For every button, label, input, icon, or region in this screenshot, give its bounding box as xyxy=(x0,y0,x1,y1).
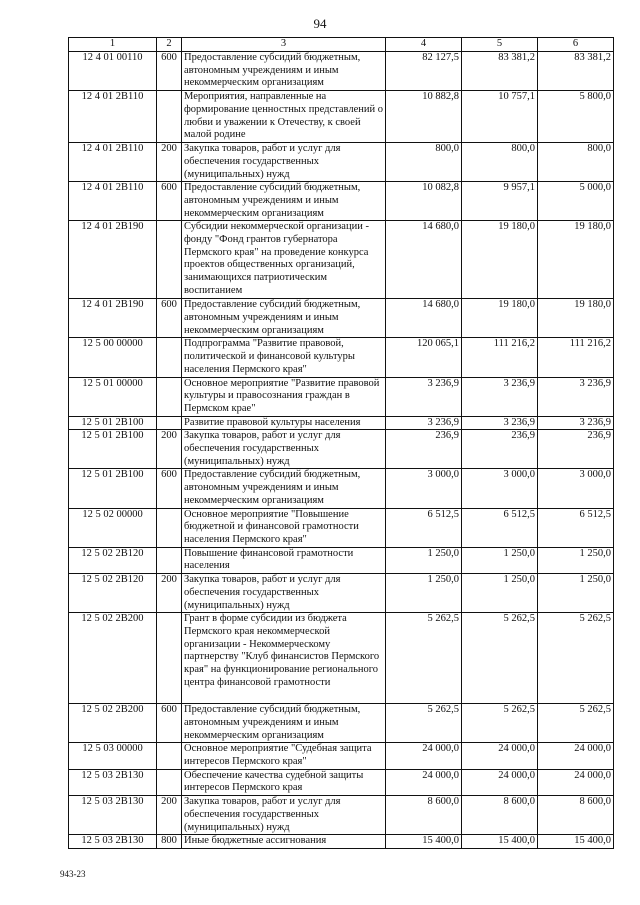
table-row xyxy=(69,221,614,299)
cell-name: Обеспечение качества судебной защиты интересов Пермского края xyxy=(182,769,386,795)
cell-expense-type: 200 xyxy=(157,143,182,182)
cell-value-col4: 236,9 xyxy=(386,430,462,469)
table-row xyxy=(69,508,614,547)
cell-value-col6: 236,9 xyxy=(538,430,614,469)
cell-code: 12 5 01 2В100 xyxy=(69,430,157,469)
table-row xyxy=(69,769,614,795)
cell-value-col4: 1 250,0 xyxy=(386,547,462,573)
cell-name: Иные бюджетные ассигнования xyxy=(182,835,386,849)
cell-code: 12 4 01 2В190 xyxy=(69,299,157,338)
cell-value-col4: 82 127,5 xyxy=(386,52,462,91)
table-row xyxy=(69,574,614,613)
cell-name: Подпрограмма "Развитие правовой, политической и финансовой культуры населения Пермского края" xyxy=(182,338,386,377)
cell-value-col6: 5 262,5 xyxy=(538,704,614,743)
cell-value-col4: 24 000,0 xyxy=(386,743,462,769)
table-row xyxy=(69,796,614,835)
cell-code: 12 5 02 00000 xyxy=(69,508,157,547)
cell-code: 12 4 01 2В110 xyxy=(69,182,157,221)
cell-expense-type: 600 xyxy=(157,52,182,91)
cell-code: 12 5 02 2В120 xyxy=(69,574,157,613)
table-body xyxy=(69,52,614,849)
cell-code: 12 5 01 2В100 xyxy=(69,416,157,430)
cell-value-col6: 1 250,0 xyxy=(538,574,614,613)
cell-value-col4: 800,0 xyxy=(386,143,462,182)
cell-value-col6: 111 216,2 xyxy=(538,338,614,377)
cell-value-col6: 24 000,0 xyxy=(538,769,614,795)
cell-value-col6: 5 800,0 xyxy=(538,91,614,143)
cell-name: Мероприятия, направленные на формирование ценностных представлений о любви и уважении к Отечеству, к своей малой родине xyxy=(182,91,386,143)
table-row xyxy=(69,416,614,430)
cell-code: 12 4 01 2В190 xyxy=(69,221,157,299)
cell-value-col5: 1 250,0 xyxy=(462,574,538,613)
cell-value-col5: 24 000,0 xyxy=(462,743,538,769)
cell-code: 12 5 02 2В120 xyxy=(69,547,157,573)
cell-value-col6: 83 381,2 xyxy=(538,52,614,91)
cell-value-col4: 3 236,9 xyxy=(386,416,462,430)
cell-expense-type: 200 xyxy=(157,430,182,469)
cell-code: 12 5 03 2В130 xyxy=(69,835,157,849)
cell-value-col6: 3 236,9 xyxy=(538,377,614,416)
cell-value-col6: 3 000,0 xyxy=(538,469,614,508)
cell-value-col6: 15 400,0 xyxy=(538,835,614,849)
document-footer-code: 943-23 xyxy=(60,869,86,879)
table-row xyxy=(69,835,614,849)
table-row xyxy=(69,547,614,573)
cell-value-col6: 1 250,0 xyxy=(538,547,614,573)
table-row xyxy=(69,91,614,143)
header-col-5: 5 xyxy=(462,38,538,52)
cell-name: Закупка товаров, работ и услуг для обеспечения государственных (муниципальных) нужд xyxy=(182,796,386,835)
cell-expense-type: 200 xyxy=(157,574,182,613)
cell-expense-type xyxy=(157,221,182,299)
cell-expense-type xyxy=(157,416,182,430)
budget-table xyxy=(68,37,614,849)
cell-value-col5: 5 262,5 xyxy=(462,704,538,743)
cell-expense-type xyxy=(157,547,182,573)
page-number: 94 xyxy=(313,16,327,31)
header-col-1: 1 xyxy=(69,38,157,52)
cell-code: 12 5 03 2В130 xyxy=(69,769,157,795)
cell-code: 12 4 01 00110 xyxy=(69,52,157,91)
cell-name: Развитие правовой культуры населения xyxy=(182,416,386,430)
cell-expense-type xyxy=(157,508,182,547)
table-row xyxy=(69,704,614,743)
cell-expense-type xyxy=(157,377,182,416)
cell-value-col5: 15 400,0 xyxy=(462,835,538,849)
cell-value-col4: 14 680,0 xyxy=(386,221,462,299)
table-header-row xyxy=(69,38,614,52)
cell-value-col5: 3 000,0 xyxy=(462,469,538,508)
table-row xyxy=(69,469,614,508)
table-row xyxy=(69,182,614,221)
cell-value-col4: 5 262,5 xyxy=(386,704,462,743)
cell-value-col6: 19 180,0 xyxy=(538,221,614,299)
cell-code: 12 5 01 2В100 xyxy=(69,469,157,508)
cell-value-col5: 10 757,1 xyxy=(462,91,538,143)
cell-name: Предоставление субсидий бюджетным, автономным учреждениям и иным некоммерческим организациям xyxy=(182,52,386,91)
cell-value-col6: 6 512,5 xyxy=(538,508,614,547)
cell-name: Основное мероприятие "Развитие правовой культуры и правосознания граждан в Пермском крае" xyxy=(182,377,386,416)
cell-value-col6: 19 180,0 xyxy=(538,299,614,338)
cell-value-col4: 8 600,0 xyxy=(386,796,462,835)
table-row xyxy=(69,299,614,338)
table-row xyxy=(69,52,614,91)
header-col-3: 3 xyxy=(182,38,386,52)
cell-name: Предоставление субсидий бюджетным, автономным учреждениям и иным некоммерческим организациям xyxy=(182,299,386,338)
cell-value-col4: 10 082,8 xyxy=(386,182,462,221)
cell-expense-type xyxy=(157,743,182,769)
table-row xyxy=(69,143,614,182)
cell-value-col5: 3 236,9 xyxy=(462,377,538,416)
cell-value-col4: 24 000,0 xyxy=(386,769,462,795)
cell-code: 12 5 02 2В200 xyxy=(69,704,157,743)
cell-expense-type xyxy=(157,91,182,143)
cell-value-col6: 800,0 xyxy=(538,143,614,182)
cell-value-col4: 14 680,0 xyxy=(386,299,462,338)
cell-name: Основное мероприятие "Судебная защита интересов Пермского края" xyxy=(182,743,386,769)
cell-name: Закупка товаров, работ и услуг для обеспечения государственных (муниципальных) нужд xyxy=(182,143,386,182)
cell-name: Предоставление субсидий бюджетным, автономным учреждениям и иным некоммерческим организациям xyxy=(182,469,386,508)
cell-code: 12 4 01 2В110 xyxy=(69,143,157,182)
cell-value-col4: 6 512,5 xyxy=(386,508,462,547)
cell-value-col5: 24 000,0 xyxy=(462,769,538,795)
header-col-4: 4 xyxy=(386,38,462,52)
cell-value-col6: 5 000,0 xyxy=(538,182,614,221)
cell-value-col4: 5 262,5 xyxy=(386,613,462,704)
cell-code: 12 5 00 00000 xyxy=(69,338,157,377)
cell-value-col5: 3 236,9 xyxy=(462,416,538,430)
cell-value-col4: 3 000,0 xyxy=(386,469,462,508)
cell-expense-type: 200 xyxy=(157,796,182,835)
cell-code: 12 5 03 2В130 xyxy=(69,796,157,835)
cell-value-col4: 3 236,9 xyxy=(386,377,462,416)
cell-value-col5: 8 600,0 xyxy=(462,796,538,835)
cell-name: Грант в форме субсидии из бюджета Пермского края некоммерческой организации - Некоммерческому партнерству "Клуб финансистов Пермского края" на функционирование регионального центра финансовой грамотности xyxy=(182,613,386,704)
cell-code: 12 5 02 2В200 xyxy=(69,613,157,704)
cell-value-col6: 24 000,0 xyxy=(538,743,614,769)
cell-value-col5: 6 512,5 xyxy=(462,508,538,547)
cell-name: Повышение финансовой грамотности населения xyxy=(182,547,386,573)
cell-expense-type: 600 xyxy=(157,469,182,508)
cell-name: Закупка товаров, работ и услуг для обеспечения государственных (муниципальных) нужд xyxy=(182,430,386,469)
cell-name: Предоставление субсидий бюджетным, автономным учреждениям и иным некоммерческим организациям xyxy=(182,182,386,221)
cell-expense-type: 600 xyxy=(157,182,182,221)
cell-expense-type: 600 xyxy=(157,704,182,743)
cell-value-col5: 5 262,5 xyxy=(462,613,538,704)
cell-value-col6: 8 600,0 xyxy=(538,796,614,835)
cell-name: Закупка товаров, работ и услуг для обеспечения государственных (муниципальных) нужд xyxy=(182,574,386,613)
cell-value-col5: 9 957,1 xyxy=(462,182,538,221)
cell-value-col5: 800,0 xyxy=(462,143,538,182)
cell-code: 12 5 03 00000 xyxy=(69,743,157,769)
cell-value-col4: 120 065,1 xyxy=(386,338,462,377)
cell-value-col5: 83 381,2 xyxy=(462,52,538,91)
cell-expense-type xyxy=(157,338,182,377)
cell-value-col5: 19 180,0 xyxy=(462,221,538,299)
cell-name: Субсидии некоммерческой организации - фонду "Фонд грантов губернатора Пермского края" на проведение конкурса проектов общественных организаций, занимающихся патриотическим воспитанием xyxy=(182,221,386,299)
cell-value-col5: 1 250,0 xyxy=(462,547,538,573)
table-row xyxy=(69,743,614,769)
cell-value-col5: 236,9 xyxy=(462,430,538,469)
table-row xyxy=(69,377,614,416)
cell-value-col6: 3 236,9 xyxy=(538,416,614,430)
cell-name: Основное мероприятие "Повышение бюджетной и финансовой грамотности населения Пермского края" xyxy=(182,508,386,547)
cell-code: 12 4 01 2В110 xyxy=(69,91,157,143)
header-col-2: 2 xyxy=(157,38,182,52)
table-row xyxy=(69,430,614,469)
table-row xyxy=(69,338,614,377)
cell-value-col4: 10 882,8 xyxy=(386,91,462,143)
cell-value-col5: 19 180,0 xyxy=(462,299,538,338)
cell-expense-type: 800 xyxy=(157,835,182,849)
cell-code: 12 5 01 00000 xyxy=(69,377,157,416)
header-col-6: 6 xyxy=(538,38,614,52)
cell-expense-type xyxy=(157,769,182,795)
cell-value-col6: 5 262,5 xyxy=(538,613,614,704)
table-row xyxy=(69,613,614,704)
cell-value-col4: 1 250,0 xyxy=(386,574,462,613)
cell-value-col4: 15 400,0 xyxy=(386,835,462,849)
cell-name: Предоставление субсидий бюджетным, автономным учреждениям и иным некоммерческим организациям xyxy=(182,704,386,743)
cell-expense-type: 600 xyxy=(157,299,182,338)
cell-value-col5: 111 216,2 xyxy=(462,338,538,377)
cell-expense-type xyxy=(157,613,182,704)
